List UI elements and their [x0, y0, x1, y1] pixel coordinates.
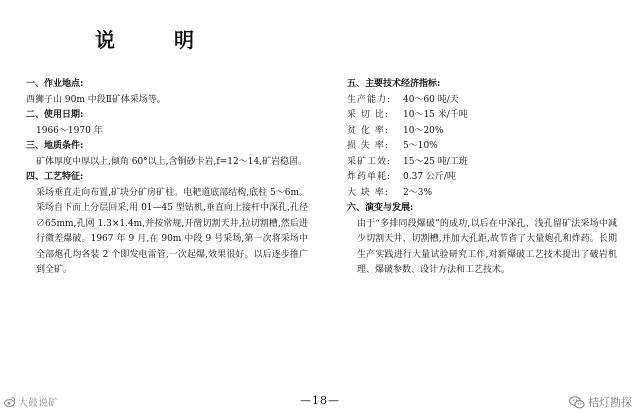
metric-value: 15～25 吨/工班: [403, 156, 468, 167]
section-4-text: 采场垂直走向布置,矿块分矿房矿柱。电耙道底部结构,底柱 5～6m。采场自下而上分层回采,用 01—45 型钻机,垂直向上接杆中深孔,孔径∅65mm,孔网 1.3×1.4m,并按常规,开凿切割天井,拉切割槽,然后进行微差爆破。1967 年 9 月,在 90m 中段 9 号采场,第一次将采场中全部炮孔均各装 2 个即发电雷管,一次起爆,效果很好。以后逐步推广到全矿。: [36, 187, 308, 275]
section-6-heading: 六、演变与发展:: [347, 203, 414, 213]
metric-label: 采矿工效:: [347, 156, 392, 167]
metric-row: [347, 139, 617, 155]
left-column: [26, 77, 308, 279]
metric-label: 贫 化 率:: [347, 125, 389, 136]
metric-label: 大 块 率:: [347, 187, 389, 198]
watermark-right-text: 桔灯勘探: [588, 396, 632, 409]
metric-value: 0.37 公斤/吨: [403, 172, 456, 182]
metric-row: [347, 124, 617, 140]
metric-row: [347, 170, 617, 186]
metric-label: 损 失 率:: [347, 141, 389, 151]
metric-label: 炸药单耗:: [347, 172, 392, 182]
metric-value: 10～20%: [403, 125, 444, 136]
metric-value: 40～60 吨/天: [403, 94, 459, 105]
metric-row: [347, 108, 617, 124]
section-3-heading: 三、地质条件:: [26, 141, 84, 151]
metric-value: 10～15 米/千吨: [403, 110, 468, 120]
watermark-right: [569, 394, 632, 410]
section-2-text: 1966～1970 年: [36, 125, 103, 136]
section-6-text: 由于“多排同段爆破”的成功,以后在中深孔、浅孔留矿法采场中减少切割天井、切割槽,并加大孔距,故节省了大量炮孔和炸药。长期生产实践进行大量试验研究工作,对新爆破工艺技术提出了破岩机理、爆破参数、设计方法和工艺技术。: [357, 218, 617, 275]
metric-label: 生产能力:: [347, 94, 392, 105]
document-title: 说 明: [95, 28, 220, 52]
wechat-icon: [569, 396, 585, 409]
page-number: —18—: [300, 394, 340, 407]
section-1-heading: 一、作业地点:: [26, 79, 84, 89]
metric-label: 采 切 比:: [347, 110, 389, 120]
section-3-text: 矿体厚度中厚以上,倾角 60°以上,含铜砂卡岩,f=12～14,矿岩稳固。: [36, 156, 308, 167]
section-2-heading: 二、使用日期:: [26, 110, 84, 120]
metric-value: 5～10%: [403, 141, 438, 151]
metric-row: [347, 155, 617, 171]
right-column: [347, 77, 617, 279]
metric-value: 2～3%: [403, 187, 433, 198]
watermark-left-text: 大鼓说矿: [18, 398, 58, 409]
metric-row: [347, 93, 617, 109]
metric-row: [347, 186, 617, 202]
section-1-text: 西狮子山 90m 中段Ⅱ矿体采场等。: [26, 94, 166, 105]
section-4-heading: 四、工艺特征:: [26, 172, 84, 182]
section-5-heading: 五、主要技术经济指标:: [347, 79, 441, 89]
